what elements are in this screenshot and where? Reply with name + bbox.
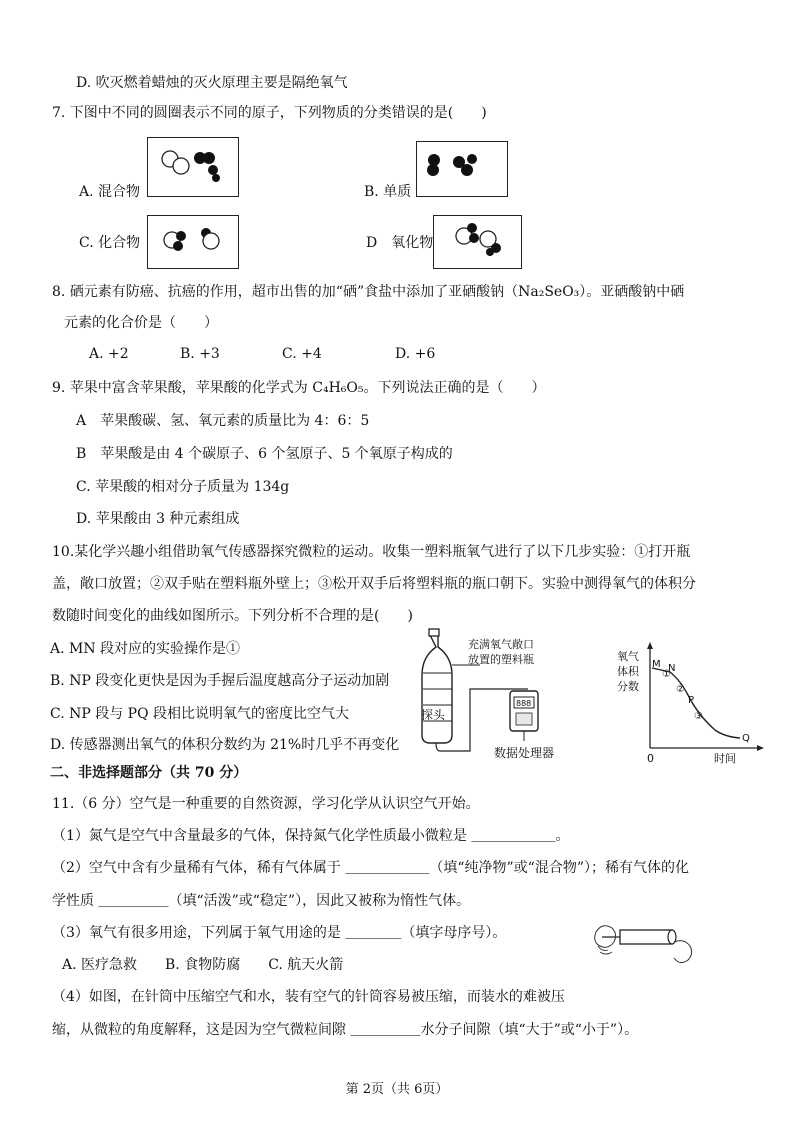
q10-stem-line3: 数随时间变化的曲线如图所示。下列分析不合理的是( ) [52,608,413,624]
q7-option-a: A. 混合物 [79,184,141,200]
q8-stem-line2: 元素的化合价是（ ） [64,315,218,331]
syringe-hands-figure [592,912,702,968]
stage-1-marker: ① [662,669,671,680]
q10-option-c: C. NP 段与 PQ 段相比说明氧气的密度比空气大 [50,706,350,722]
q10-stem-line1: 10.某化学兴趣小组借助氧气传感器探究微粒的运动。收集一塑料瓶氧气进行了以下几步实验：①打开瓶 [52,544,691,560]
bottle-label-1: 充满氧气敞口 [468,638,534,651]
x-axis-label: 时间 [714,752,736,765]
syringe-icon [620,930,672,944]
q11-part-1: （1）氮气是空气中含量最多的气体，保持氮气化学性质最小微粒是 ＿＿＿＿＿＿。 [52,828,570,844]
q7-option-c: C. 化合物 [79,235,141,251]
q11-part-2-line1: （2）空气中含有少量稀有气体，稀有气体属于 ＿＿＿＿＿＿（填“纯净物”或“混合物”）；稀有气体的化 [52,860,689,876]
right-hand-icon [674,941,692,963]
q10-apparatus-figure [410,625,600,770]
q6-option-d: D. 吹灭燃着蜡烛的灭火原理主要是隔绝氧气 [76,75,348,91]
processor-label: 数据处理器 [494,746,555,760]
point-P: P [688,695,695,706]
q7-option-b: B. 单质 [364,184,412,200]
q7-box-d [433,215,522,269]
point-N: N [668,663,676,674]
q11-stem: 11.（6 分）空气是一种重要的自然资源，学习化学从认识空气开始。 [52,796,480,812]
origin-label: 0 [647,752,654,765]
q10-option-a: A. MN 段对应的实验操作是① [50,641,241,657]
q7-molecule-diagram-d [434,216,521,268]
q8-option-c: C. +4 [282,346,322,362]
probe-label: 探头 [421,708,446,722]
q10-option-d: D. 传感器测出氧气的体积分数约为 21%时几乎不再变化 [50,737,400,753]
q10-oxygen-graph [610,640,770,770]
q9-option-b: B 苹果酸是由 4 个碳原子、6 个氢原子、5 个氧原子构成的 [76,446,453,462]
q11-part-3: （3）氧气有很多用途，下列属于氧气用途的是 ＿＿＿＿（填字母序号）。 [52,925,507,941]
q7-molecule-diagram-b [417,142,507,196]
q7-box-b [416,141,508,197]
stage-3-marker: ③ [694,711,703,722]
y-axis-label-2: 体积 [617,665,639,678]
q11-part-2-line2: 学性质 ＿＿＿＿＿（填“活泼”或“稳定”），因此又被称为惰性气体。 [52,893,471,909]
q8-option-a: A. +2 [89,346,129,362]
q9-option-c: C. 苹果酸的相对分子质量为 134g [76,479,290,495]
q11-part-4-line1: （4）如图，在针筒中压缩空气和水，装有空气的针筒容易被压缩，而装水的难被压 [52,989,565,1005]
stage-2-marker: ② [676,684,685,695]
q7-option-d: D 氧化物 [366,235,434,251]
y-axis-label-3: 分数 [617,680,639,693]
q8-stem-line1: 8. 硒元素有防癌、抗癌的作用，超市出售的加“硒”食盐中添加了亚硒酸钠（Na₂SeO₃）。亚硒酸钠中硒 [52,284,685,300]
q7-box-a [147,137,239,197]
point-Q: Q [742,733,750,744]
page-footer: 第 2页（共 6页） [345,1082,449,1097]
q11-part-4-line2: 缩，从微粒的角度解释，这是因为空气微粒间隙 ＿＿＿＿＿水分子间隙（填“大于”或“小于”）。 [52,1022,639,1038]
processor-display: 888 [516,699,532,708]
q10-stem-line2: 盖，敞口放置；②双手贴在塑料瓶外壁上；③松开双手后将塑料瓶的瓶口朝下。实验中测得氧气的体积分 [52,576,696,592]
q7-molecule-diagram-a [148,138,238,196]
point-M: M [652,659,661,670]
section-2-heading: 二、非选择题部分（共 70 分） [50,765,248,781]
q7-box-c [147,215,239,269]
q8-option-d: D. +6 [395,346,436,362]
q8-option-b: B. +3 [180,346,220,362]
q11-part-3-options: A. 医疗急救 B. 食物防腐 C. 航天火箭 [62,957,344,973]
q7-stem: 7. 下图中不同的圆圈表示不同的原子，下列物质的分类错误的是( ) [52,105,487,121]
q9-option-a: A 苹果酸碳、氢、氧元素的质量比为 4：6：5 [76,413,370,429]
q7-molecule-diagram-c [148,216,238,268]
bottle-label-2: 放置的塑料瓶 [468,653,534,666]
q9-stem: 9. 苹果中富含苹果酸，苹果酸的化学式为 C₄H₆O₅。下列说法正确的是（ ） [52,380,546,396]
q9-option-d: D. 苹果酸由 3 种元素组成 [76,511,240,527]
q10-option-b: B. NP 段变化更快是因为手握后温度越高分子运动加剧 [50,673,390,689]
y-axis-label-1: 氧气 [617,650,639,663]
